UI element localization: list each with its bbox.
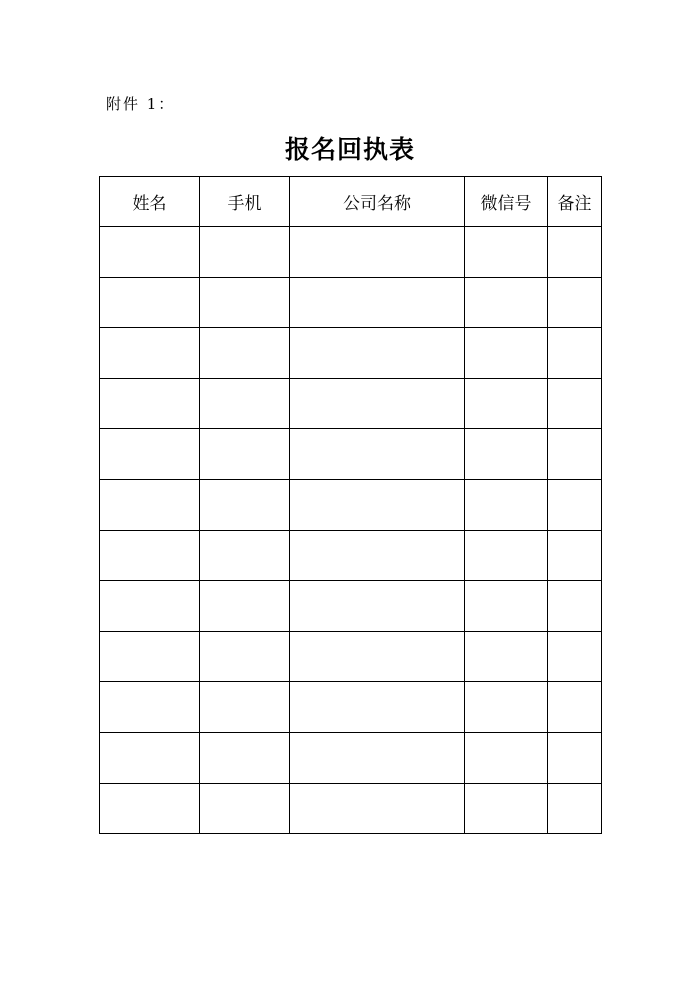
cell-phone — [200, 429, 290, 480]
cell-wechat — [465, 732, 548, 783]
cell-phone — [200, 581, 290, 632]
header-remarks: 备注 — [548, 177, 602, 227]
cell-phone — [200, 682, 290, 733]
cell-phone — [200, 530, 290, 581]
cell-remarks — [548, 732, 602, 783]
cell-name — [100, 783, 200, 834]
cell-phone — [200, 328, 290, 379]
cell-wechat — [465, 479, 548, 530]
cell-company — [290, 581, 465, 632]
cell-wechat — [465, 328, 548, 379]
cell-company — [290, 732, 465, 783]
attachment-label: 附件 1： — [106, 95, 176, 113]
cell-wechat — [465, 227, 548, 278]
table-row — [100, 581, 602, 632]
cell-phone — [200, 479, 290, 530]
cell-phone — [200, 378, 290, 429]
cell-company — [290, 277, 465, 328]
header-name: 姓名 — [100, 177, 200, 227]
cell-name — [100, 530, 200, 581]
table-row — [100, 530, 602, 581]
cell-remarks — [548, 682, 602, 733]
cell-phone — [200, 277, 290, 328]
cell-phone — [200, 631, 290, 682]
cell-remarks — [548, 631, 602, 682]
cell-remarks — [548, 227, 602, 278]
table-row — [100, 277, 602, 328]
cell-wechat — [465, 581, 548, 632]
cell-name — [100, 328, 200, 379]
cell-name — [100, 682, 200, 733]
cell-company — [290, 479, 465, 530]
cell-phone — [200, 783, 290, 834]
cell-company — [290, 227, 465, 278]
cell-wechat — [465, 682, 548, 733]
cell-remarks — [548, 479, 602, 530]
cell-phone — [200, 732, 290, 783]
cell-wechat — [465, 530, 548, 581]
cell-remarks — [548, 429, 602, 480]
cell-remarks — [548, 277, 602, 328]
cell-wechat — [465, 429, 548, 480]
cell-name — [100, 378, 200, 429]
table-row — [100, 732, 602, 783]
table-row — [100, 429, 602, 480]
cell-phone — [200, 227, 290, 278]
cell-company — [290, 328, 465, 379]
cell-wechat — [465, 783, 548, 834]
table-header-row — [100, 177, 602, 227]
cell-remarks — [548, 783, 602, 834]
cell-name — [100, 479, 200, 530]
header-wechat: 微信号 — [465, 177, 548, 227]
cell-wechat — [465, 277, 548, 328]
cell-name — [100, 631, 200, 682]
table-row — [100, 479, 602, 530]
cell-name — [100, 581, 200, 632]
table-row — [100, 682, 602, 733]
cell-company — [290, 429, 465, 480]
header-phone: 手机 — [200, 177, 290, 227]
table-row — [100, 328, 602, 379]
cell-company — [290, 783, 465, 834]
table-row — [100, 378, 602, 429]
cell-company — [290, 378, 465, 429]
cell-remarks — [548, 581, 602, 632]
cell-name — [100, 732, 200, 783]
cell-name — [100, 277, 200, 328]
header-company: 公司名称 — [290, 177, 465, 227]
cell-company — [290, 631, 465, 682]
registration-table — [99, 176, 602, 834]
cell-company — [290, 530, 465, 581]
table-body — [100, 227, 602, 834]
cell-wechat — [465, 631, 548, 682]
cell-company — [290, 682, 465, 733]
table-row — [100, 227, 602, 278]
cell-name — [100, 227, 200, 278]
cell-remarks — [548, 378, 602, 429]
cell-remarks — [548, 328, 602, 379]
cell-wechat — [465, 378, 548, 429]
cell-name — [100, 429, 200, 480]
page-title: 报名回执表 — [284, 135, 415, 164]
cell-remarks — [548, 530, 602, 581]
table-row — [100, 631, 602, 682]
table-row — [100, 783, 602, 834]
